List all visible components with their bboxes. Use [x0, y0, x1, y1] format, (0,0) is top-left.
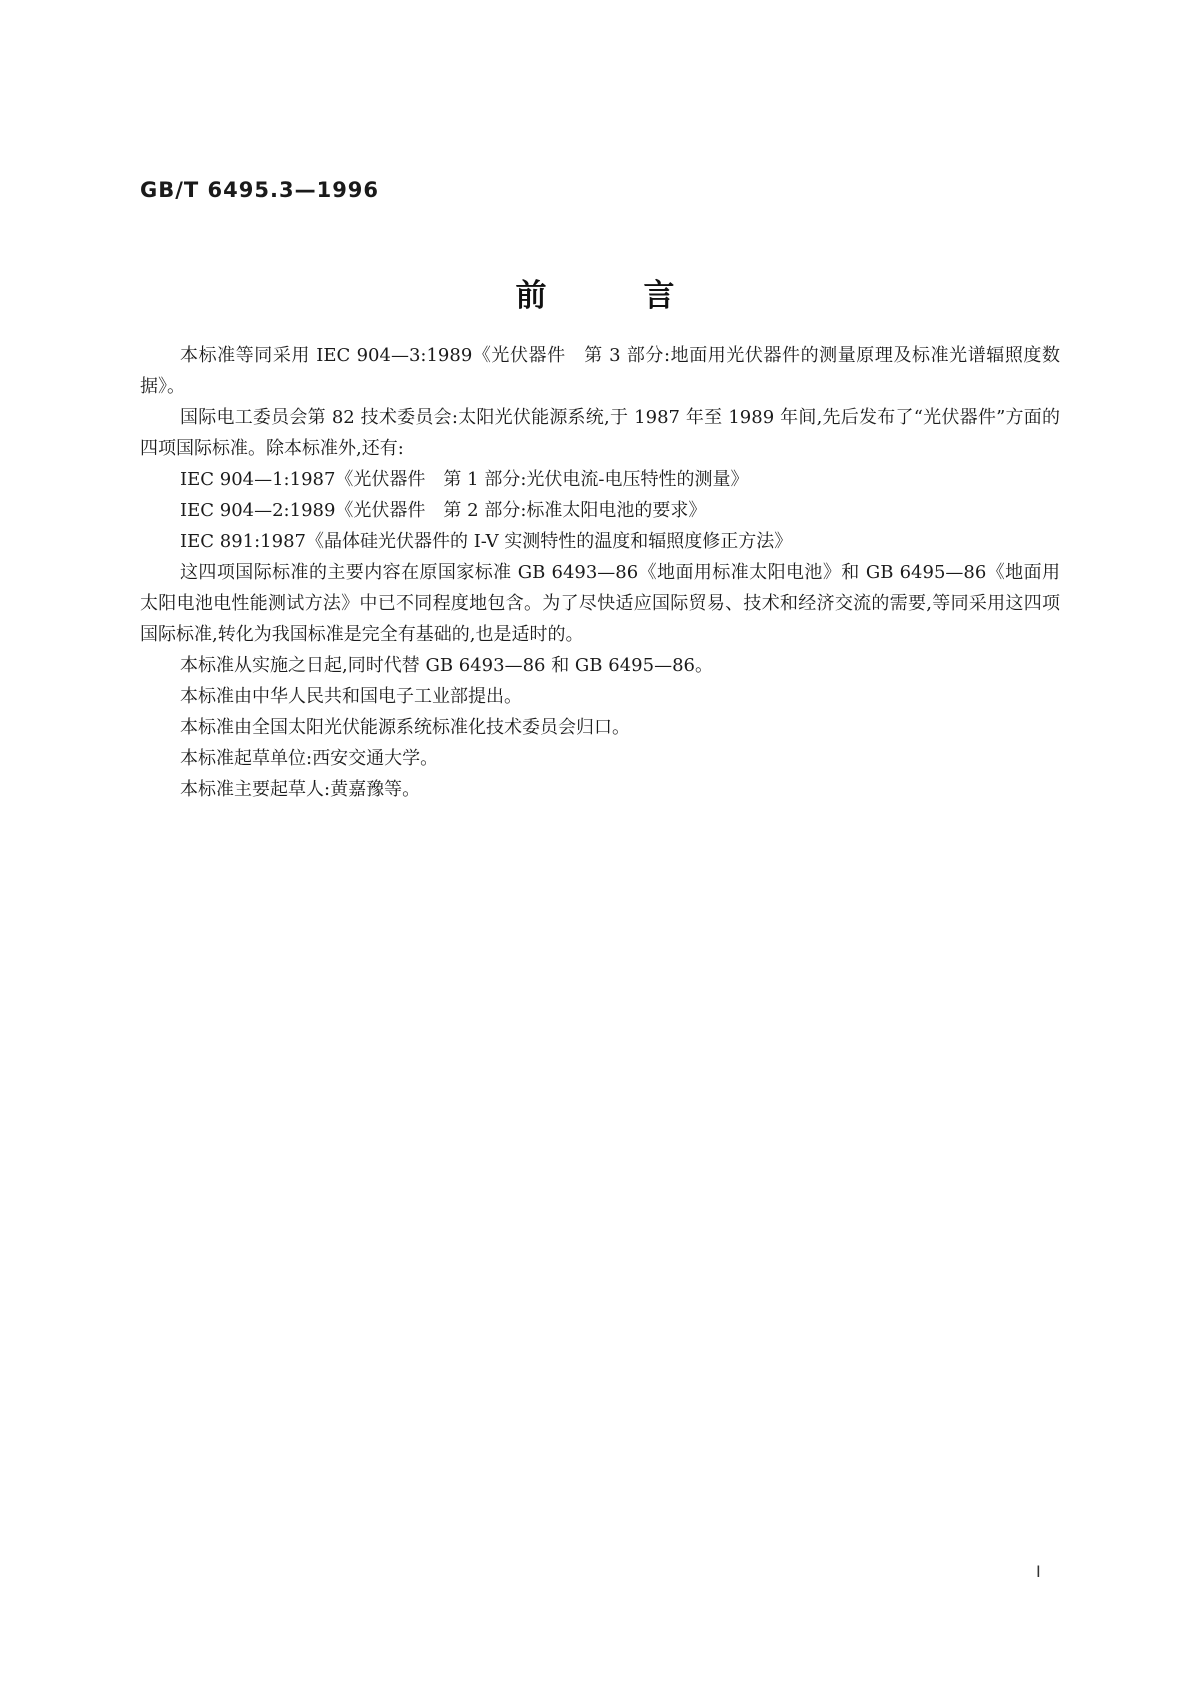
reference-iec-904-1: IEC 904—1:1987《光伏器件 第 1 部分:光伏电流-电压特性的测量》: [180, 469, 749, 490]
paragraph-drafters: 本标准主要起草人:黄嘉豫等。: [180, 779, 421, 800]
reference-iec-891: IEC 891:1987《晶体硅光伏器件的 I-V 实测特性的温度和辐照度修正方法》: [180, 531, 793, 552]
page-title: [0, 270, 1191, 315]
paragraph-adoption: 本标准等同采用 IEC 904—3:1989《光伏器件 第 3 部分:地面用光伏器件的测量原理及标准光谱辐照度数据》。: [140, 345, 1060, 397]
reference-iec-904-2: IEC 904—2:1989《光伏器件 第 2 部分:标准太阳电池的要求》: [180, 500, 707, 521]
paragraph-centralized-by: 本标准由全国太阳光伏能源系统标准化技术委员会归口。: [180, 717, 630, 738]
paragraph-replaces: 本标准从实施之日起,同时代替 GB 6493—86 和 GB 6495—86。: [180, 655, 713, 676]
paragraph-drafting-unit: 本标准起草单位:西安交通大学。: [180, 748, 439, 769]
title-char-2: 言: [643, 278, 676, 314]
title-char-1: 前: [515, 278, 548, 314]
page-number: I: [1036, 1562, 1041, 1581]
paragraph-tc82: 国际电工委员会第 82 技术委员会:太阳光伏能源系统,于 1987 年至 1989 年间,先后发布了“光伏器件”方面的四项国际标准。除本标准外,还有:: [140, 407, 1060, 459]
standard-number: GB/T 6495.3—1996: [140, 178, 380, 202]
paragraph-proposed-by: 本标准由中华人民共和国电子工业部提出。: [180, 686, 522, 707]
foreword-body: [140, 340, 1060, 805]
paragraph-content: 这四项国际标准的主要内容在原国家标准 GB 6493—86《地面用标准太阳电池》和 GB 6495—86《地面用太阳电池电性能测试方法》中已不同程度地包含。为了尽快适应国际贸易、技术和经济交流的需要,等同采用这四项国际标准,转化为我国标准是完全有基础的,也是适时的。: [140, 562, 1060, 645]
